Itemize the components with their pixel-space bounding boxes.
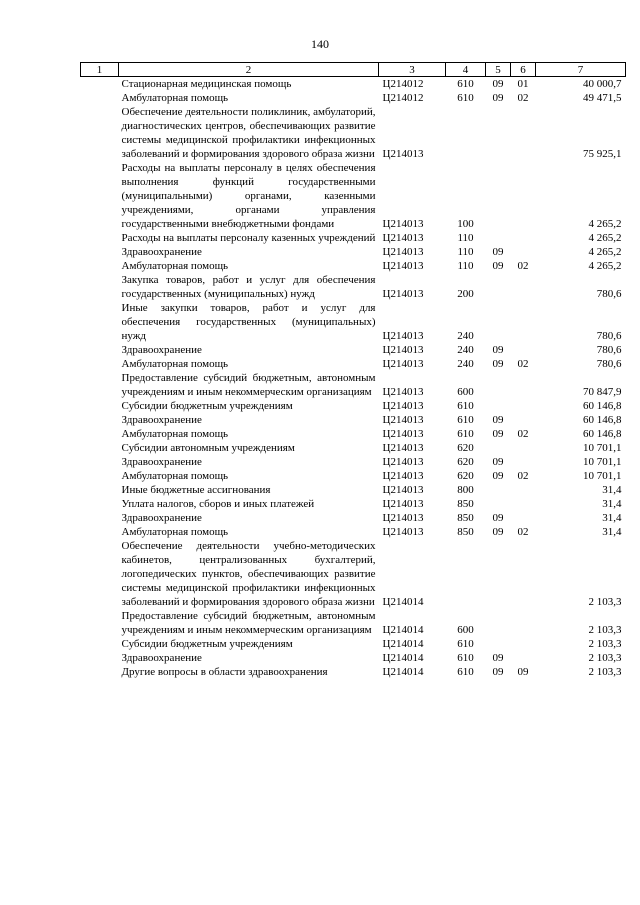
row-description: Обеспечение деятельности поликлиник, амбулаторий, диагностических центров, обеспечивающих развитие системы медицинской профилактики инфекционных заболеваний и формирования здорового образа жизни — [121, 106, 376, 160]
row-expense-type: 240 — [457, 330, 474, 342]
table-row — [81, 651, 626, 665]
table-row — [81, 455, 626, 469]
row-description: Субсидии бюджетным учреждениям — [121, 638, 293, 650]
row-section: 09 — [492, 470, 504, 482]
row-section — [486, 231, 511, 245]
table-row — [81, 637, 626, 651]
row-section: 09 — [492, 666, 504, 678]
table-row — [81, 231, 626, 245]
row-amount: 60 146,8 — [583, 428, 622, 440]
row-expense-type — [446, 539, 486, 609]
row-blank-cell — [81, 525, 119, 539]
row-amount: 31,4 — [602, 498, 622, 510]
row-expense-type: 610 — [457, 638, 474, 650]
table-row — [81, 525, 626, 539]
row-section — [486, 441, 511, 455]
row-blank-cell — [81, 497, 119, 511]
row-expense-type: 110 — [457, 232, 474, 244]
row-amount: 10 701,1 — [583, 470, 622, 482]
table-row — [81, 371, 626, 399]
row-amount: 780,6 — [596, 344, 622, 356]
row-description: Здравоохранение — [121, 652, 202, 664]
table-body — [81, 77, 626, 680]
row-amount: 10 701,1 — [583, 442, 622, 454]
row-amount: 2 103,3 — [588, 652, 622, 664]
row-blank-cell — [81, 637, 119, 651]
row-subsection — [511, 231, 536, 245]
row-subsection: 02 — [517, 470, 529, 482]
row-expense-type: 850 — [457, 498, 474, 510]
header-col-1: 1 — [81, 63, 119, 77]
row-description: Расходы на выплаты персоналу в целях обеспечения выполнения функций государственными (муниципальными) органами, казенными учреждениями, органами управления государственными внебюджетными фондами — [121, 162, 376, 230]
row-blank-cell — [81, 301, 119, 343]
row-expense-type: 110 — [457, 260, 474, 272]
row-description: Субсидии бюджетным учреждениям — [121, 400, 293, 412]
row-section — [486, 483, 511, 497]
row-amount: 2 103,3 — [588, 624, 622, 636]
row-amount: 31,4 — [602, 484, 622, 496]
row-description: Амбулаторная помощь — [121, 92, 229, 104]
row-subsection — [511, 273, 536, 301]
table-row — [81, 273, 626, 301]
row-section — [486, 105, 511, 161]
row-amount: 4 265,2 — [588, 232, 622, 244]
row-target-code: Ц214014 — [382, 638, 424, 650]
header-col-4: 4 — [446, 63, 486, 77]
row-section — [486, 371, 511, 399]
row-section: 09 — [492, 92, 504, 104]
row-expense-type: 200 — [457, 288, 474, 300]
row-target-code: Ц214014 — [382, 624, 424, 636]
row-blank-cell — [81, 273, 119, 301]
row-target-code: Ц214013 — [382, 246, 424, 258]
header-col-6: 6 — [511, 63, 536, 77]
row-section — [486, 637, 511, 651]
row-target-code: Ц214014 — [382, 652, 424, 664]
row-blank-cell — [81, 357, 119, 371]
row-subsection — [511, 343, 536, 357]
row-section: 09 — [492, 428, 504, 440]
row-expense-type: 620 — [457, 470, 474, 482]
row-subsection: 01 — [517, 78, 529, 90]
row-target-code: Ц214013 — [382, 442, 424, 454]
row-section: 09 — [492, 78, 504, 90]
row-expense-type: 100 — [457, 218, 474, 230]
row-description: Амбулаторная помощь — [121, 526, 229, 538]
row-section: 09 — [492, 260, 504, 272]
row-subsection — [511, 105, 536, 161]
row-expense-type: 610 — [457, 666, 474, 678]
row-description: Амбулаторная помощь — [121, 260, 229, 272]
table-row — [81, 427, 626, 441]
row-subsection — [511, 441, 536, 455]
row-description: Уплата налогов, сборов и иных платежей — [121, 498, 315, 510]
row-description: Стационарная медицинская помощь — [121, 78, 292, 90]
row-expense-type: 800 — [457, 484, 474, 496]
row-description: Расходы на выплаты персоналу казенных учреждений — [121, 232, 376, 244]
row-description: Амбулаторная помощь — [121, 470, 229, 482]
row-target-code: Ц214013 — [382, 428, 424, 440]
row-target-code: Ц214013 — [382, 400, 424, 412]
row-amount: 40 000,7 — [583, 78, 622, 90]
row-expense-type: 850 — [457, 526, 474, 538]
header-col-5: 5 — [486, 63, 511, 77]
table-row — [81, 609, 626, 637]
table-row — [81, 539, 626, 609]
table-row — [81, 497, 626, 511]
row-subsection — [511, 483, 536, 497]
row-subsection: 02 — [517, 526, 529, 538]
row-expense-type: 610 — [457, 652, 474, 664]
row-amount: 60 146,8 — [583, 414, 622, 426]
row-target-code: Ц214014 — [382, 666, 424, 678]
row-expense-type: 610 — [457, 400, 474, 412]
table-row — [81, 91, 626, 105]
row-section — [486, 399, 511, 413]
row-subsection — [511, 245, 536, 259]
row-subsection — [511, 371, 536, 399]
row-description: Амбулаторная помощь — [121, 428, 229, 440]
row-subsection — [511, 301, 536, 343]
row-blank-cell — [81, 483, 119, 497]
row-description: Здравоохранение — [121, 246, 202, 258]
row-target-code: Ц214013 — [382, 148, 424, 160]
row-section: 09 — [492, 414, 504, 426]
row-amount: 780,6 — [596, 288, 622, 300]
row-section — [486, 301, 511, 343]
row-expense-type: 600 — [457, 624, 474, 636]
row-section: 09 — [492, 344, 504, 356]
row-target-code: Ц214013 — [382, 218, 424, 230]
row-blank-cell — [81, 539, 119, 609]
row-blank-cell — [81, 245, 119, 259]
row-blank-cell — [81, 609, 119, 637]
row-description: Иные закупки товаров, работ и услуг для обеспечения государственных (муниципальных) нужд — [121, 302, 376, 342]
row-amount: 75 925,1 — [583, 148, 622, 160]
row-subsection: 02 — [517, 428, 529, 440]
row-blank-cell — [81, 427, 119, 441]
row-description: Закупка товаров, работ и услуг для обеспечения государственных (муниципальных) нужд — [121, 274, 376, 300]
table-row — [81, 343, 626, 357]
row-description: Здравоохранение — [121, 414, 202, 426]
row-blank-cell — [81, 441, 119, 455]
table-row — [81, 665, 626, 679]
row-blank-cell — [81, 469, 119, 483]
row-section — [486, 161, 511, 231]
row-section: 09 — [492, 358, 504, 370]
table-row — [81, 245, 626, 259]
row-blank-cell — [81, 399, 119, 413]
row-subsection: 02 — [517, 260, 529, 272]
row-target-code: Ц214013 — [382, 288, 424, 300]
row-blank-cell — [81, 371, 119, 399]
budget-table — [80, 62, 626, 679]
row-description: Здравоохранение — [121, 456, 202, 468]
row-amount: 10 701,1 — [583, 456, 622, 468]
row-target-code: Ц214013 — [382, 512, 424, 524]
row-target-code: Ц214013 — [382, 344, 424, 356]
table-row — [81, 161, 626, 231]
row-subsection — [511, 399, 536, 413]
table-row — [81, 483, 626, 497]
row-expense-type: 610 — [457, 78, 474, 90]
row-amount: 2 103,3 — [588, 638, 622, 650]
row-blank-cell — [81, 413, 119, 427]
row-section — [486, 273, 511, 301]
row-description: Субсидии автономным учреждениям — [121, 442, 295, 454]
table-row — [81, 469, 626, 483]
table-row — [81, 77, 626, 92]
row-subsection: 02 — [517, 92, 529, 104]
row-target-code: Ц214014 — [382, 596, 424, 608]
row-blank-cell — [81, 343, 119, 357]
table-row — [81, 441, 626, 455]
row-expense-type: 600 — [457, 386, 474, 398]
row-expense-type: 610 — [457, 414, 474, 426]
row-blank-cell — [81, 77, 119, 92]
row-amount: 70 847,9 — [583, 386, 622, 398]
row-amount: 31,4 — [602, 512, 622, 524]
row-blank-cell — [81, 455, 119, 469]
row-section — [486, 497, 511, 511]
row-blank-cell — [81, 231, 119, 245]
row-section — [486, 539, 511, 609]
row-blank-cell — [81, 665, 119, 679]
row-blank-cell — [81, 259, 119, 273]
row-target-code: Ц214013 — [382, 526, 424, 538]
row-subsection — [511, 511, 536, 525]
row-amount: 780,6 — [596, 358, 622, 370]
row-target-code: Ц214012 — [382, 92, 424, 104]
row-expense-type: 110 — [457, 246, 474, 258]
row-amount: 2 103,3 — [588, 666, 622, 678]
row-amount: 4 265,2 — [588, 260, 622, 272]
row-amount: 49 471,5 — [583, 92, 622, 104]
table-row — [81, 399, 626, 413]
row-subsection: 09 — [517, 666, 529, 678]
row-section — [486, 609, 511, 637]
row-target-code: Ц214013 — [382, 456, 424, 468]
row-subsection — [511, 413, 536, 427]
row-target-code: Ц214013 — [382, 232, 424, 244]
table-row — [81, 259, 626, 273]
row-description: Здравоохранение — [121, 344, 202, 356]
row-section: 09 — [492, 456, 504, 468]
row-amount: 60 146,8 — [583, 400, 622, 412]
row-target-code: Ц214013 — [382, 484, 424, 496]
row-description: Амбулаторная помощь — [121, 358, 229, 370]
table-row — [81, 511, 626, 525]
row-expense-type: 610 — [457, 428, 474, 440]
table-row — [81, 301, 626, 343]
row-expense-type: 620 — [457, 442, 474, 454]
row-blank-cell — [81, 105, 119, 161]
row-blank-cell — [81, 161, 119, 231]
table-row — [81, 357, 626, 371]
row-expense-type: 240 — [457, 358, 474, 370]
row-expense-type: 620 — [457, 456, 474, 468]
row-description: Здравоохранение — [121, 512, 202, 524]
row-target-code: Ц214012 — [382, 78, 424, 90]
header-col-7: 7 — [536, 63, 626, 77]
row-subsection — [511, 651, 536, 665]
table-row — [81, 413, 626, 427]
row-description: Обеспечение деятельности учебно-методических кабинетов, централизованных бухгалтерий, логопедических пунктов, обеспечивающих развитие системы медицинской профилактики инфекционных заболеваний и формирования здорового образа жизни — [121, 540, 376, 608]
row-description: Предоставление субсидий бюджетным, автономным учреждениям и иным некоммерческим организациям — [121, 610, 376, 636]
row-target-code: Ц214013 — [382, 498, 424, 510]
row-blank-cell — [81, 651, 119, 665]
row-subsection: 02 — [517, 358, 529, 370]
row-amount: 780,6 — [596, 330, 622, 342]
row-expense-type: 850 — [457, 512, 474, 524]
row-amount: 4 265,2 — [588, 218, 622, 230]
row-subsection — [511, 455, 536, 469]
column-number-header — [81, 63, 626, 77]
row-amount: 4 265,2 — [588, 246, 622, 258]
row-amount: 2 103,3 — [588, 596, 622, 608]
row-target-code: Ц214013 — [382, 358, 424, 370]
row-description: Иные бюджетные ассигнования — [121, 484, 271, 496]
row-target-code: Ц214013 — [382, 260, 424, 272]
row-target-code: Ц214013 — [382, 330, 424, 342]
row-target-code: Ц214013 — [382, 414, 424, 426]
row-expense-type: 610 — [457, 92, 474, 104]
table-row — [81, 105, 626, 161]
row-subsection — [511, 497, 536, 511]
row-description: Предоставление субсидий бюджетным, автономным учреждениям и иным некоммерческим организациям — [121, 372, 376, 398]
row-section: 09 — [492, 246, 504, 258]
header-col-2: 2 — [119, 63, 379, 77]
row-description: Другие вопросы в области здравоохранения — [121, 666, 328, 678]
row-section: 09 — [492, 526, 504, 538]
row-amount: 31,4 — [602, 526, 622, 538]
row-target-code: Ц214013 — [382, 470, 424, 482]
row-expense-type — [446, 105, 486, 161]
row-subsection — [511, 539, 536, 609]
row-blank-cell — [81, 511, 119, 525]
page-number: 140 — [311, 37, 329, 51]
row-target-code: Ц214013 — [382, 386, 424, 398]
row-section: 09 — [492, 652, 504, 664]
row-subsection — [511, 637, 536, 651]
row-expense-type: 240 — [457, 344, 474, 356]
row-subsection — [511, 161, 536, 231]
row-subsection — [511, 609, 536, 637]
row-blank-cell — [81, 91, 119, 105]
row-section: 09 — [492, 512, 504, 524]
header-col-3: 3 — [379, 63, 446, 77]
